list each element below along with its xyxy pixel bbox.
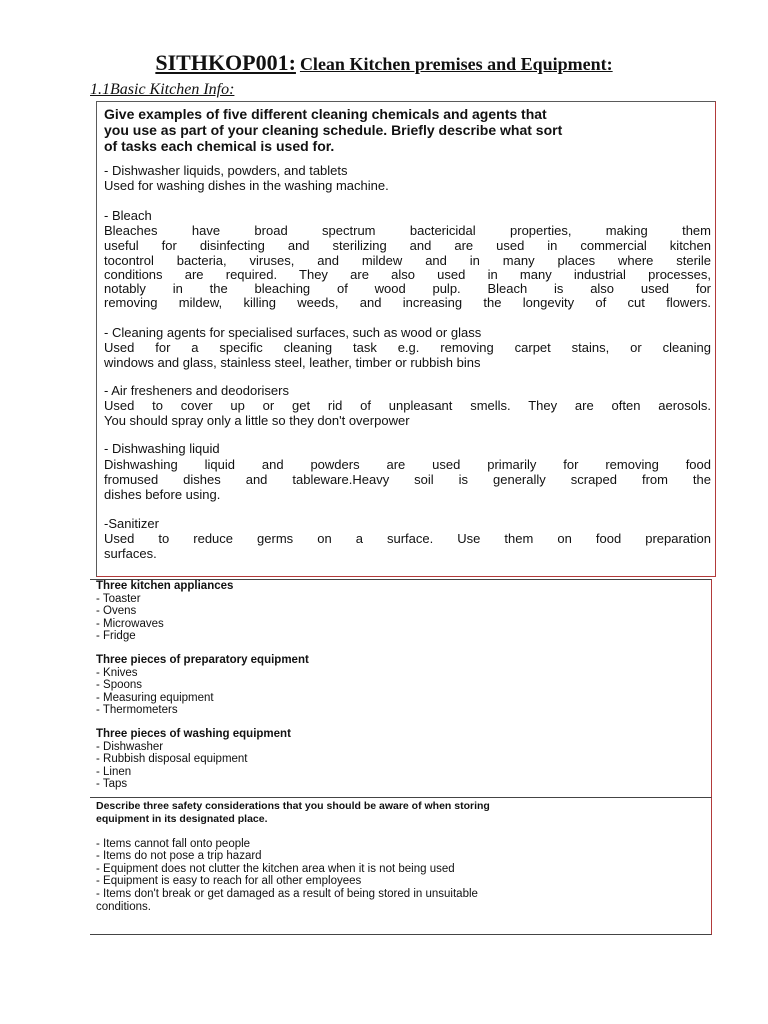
- list-item: - Taps: [96, 778, 128, 790]
- list-item: - Dishwasher: [96, 741, 164, 753]
- item-label: - Bleach: [104, 208, 152, 223]
- item-label: -Sanitizer: [104, 516, 159, 531]
- list-item: - Thermometers: [96, 704, 178, 716]
- item-text: Used for washing dishes in the washing machine.: [104, 178, 389, 193]
- item-text: Dishwashing liquid and powders are used primarily for removing food: [104, 457, 711, 472]
- list-item: - Linen: [96, 766, 132, 778]
- list-item: - Items do not pose a trip hazard: [96, 850, 262, 862]
- section-subheading: 1.1Basic Kitchen Info:: [90, 81, 235, 98]
- list-item: conditions.: [96, 901, 151, 913]
- item-text: surfaces.: [104, 546, 157, 561]
- item-text: Used for a specific cleaning task e.g. removing carpet stains, or cleaning: [104, 340, 711, 355]
- item-label: - Dishwashing liquid: [104, 441, 220, 456]
- item-text: Used to reduce germs on a surface. Use them on food preparation: [104, 531, 711, 546]
- unit-code: SITHKOP001:: [155, 50, 296, 75]
- list-item: - Rubbish disposal equipment: [96, 753, 248, 765]
- item-text: fromused dishes and tableware.Heavy soil is generally scraped from the: [104, 472, 711, 487]
- item-text: Bleaches have broad spectrum bactericidal properties, making them: [104, 223, 711, 238]
- item-label: - Air fresheners and deodorisers: [104, 383, 289, 398]
- list-item: - Items don't break or get damaged as a result of being stored in unsuitable: [96, 888, 478, 900]
- item-text: Used to cover up or get rid of unpleasant smells. They are often aerosols.: [104, 398, 711, 413]
- list-item: - Microwaves: [96, 618, 164, 630]
- list-item: - Ovens: [96, 605, 137, 617]
- item-text: useful for disinfecting and sterilizing and are used in commercial kitchen: [104, 238, 711, 253]
- item-label: - Cleaning agents for specialised surfaces, such as wood or glass: [104, 325, 482, 340]
- list-item: - Equipment is easy to reach for all other employees: [96, 875, 362, 887]
- question-line: Describe three safety considerations that you should be aware of when storing: [96, 800, 490, 812]
- item-text: tocontrol bacteria, viruses, and mildew and in many places where sterile: [104, 253, 711, 268]
- item-text: You should spray only a little so they don't overpower: [104, 413, 410, 428]
- item-text: notably in the bleaching of wood pulp. Bleach is also used for: [104, 281, 711, 296]
- question-line: Give examples of five different cleaning chemicals and agents that: [104, 106, 547, 122]
- list-item: - Measuring equipment: [96, 692, 214, 704]
- question-line: you use as part of your cleaning schedule. Briefly describe what sort: [104, 122, 563, 138]
- list-item: - Fridge: [96, 630, 136, 642]
- item-text: removing mildew, killing weeds, and increasing the longevity of cut flowers.: [104, 295, 711, 310]
- group-heading: Three kitchen appliances: [96, 580, 234, 592]
- document-title: [0, 50, 768, 76]
- list-item: - Spoons: [96, 679, 143, 691]
- item-label: - Dishwasher liquids, powders, and tablets: [104, 163, 348, 178]
- unit-title: Clean Kitchen premises and Equipment:: [299, 54, 613, 74]
- list-item: - Equipment does not clutter the kitchen area when it is not being used: [96, 863, 455, 875]
- group-heading: Three pieces of preparatory equipment: [96, 654, 309, 666]
- question-line: of tasks each chemical is used for.: [104, 138, 335, 154]
- item-text: dishes before using.: [104, 487, 221, 502]
- list-item: - Items cannot fall onto people: [96, 838, 251, 850]
- question-line: equipment in its designated place.: [96, 813, 268, 825]
- list-item: - Toaster: [96, 593, 141, 605]
- group-heading: Three pieces of washing equipment: [96, 728, 291, 740]
- list-item: - Knives: [96, 667, 138, 679]
- item-text: windows and glass, stainless steel, leather, timber or rubbish bins: [104, 355, 481, 370]
- item-text: conditions are required. They are also used in many industrial processes,: [104, 267, 711, 282]
